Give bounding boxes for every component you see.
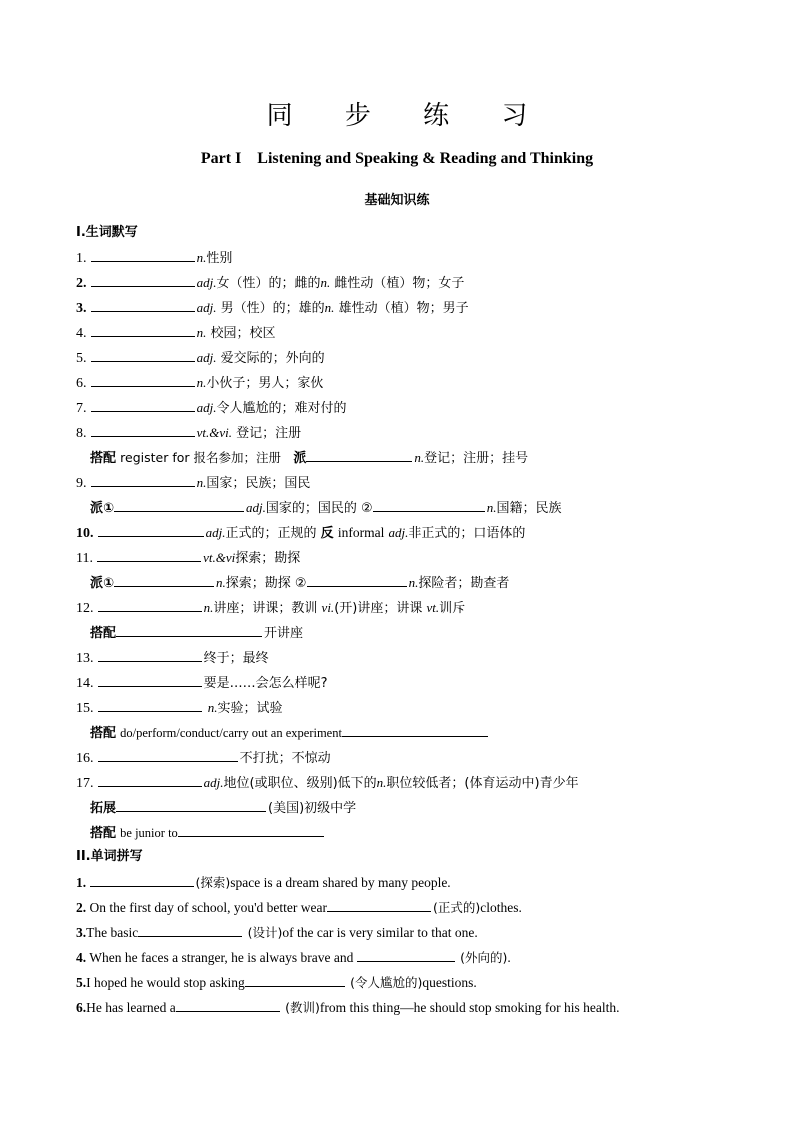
answer-blank[interactable] [91, 396, 195, 412]
vocab-item: 8. vt.&vi. 登记；注册 [76, 421, 754, 443]
answer-blank[interactable] [98, 771, 202, 787]
spelling-item: 5.I hoped he would stop asking (令人尴尬的)questions. [76, 971, 754, 993]
answer-blank[interactable] [98, 671, 202, 687]
answer-blank[interactable] [245, 971, 345, 987]
answer-blank[interactable] [98, 521, 204, 537]
collocation-line: 搭配 开讲座 [90, 621, 754, 643]
collocation-line: 搭配 register for 报名参加；注册 派 n.登记；注册；挂号 [90, 446, 754, 468]
page-title: 同 步 练 习 [266, 101, 550, 131]
answer-blank[interactable] [91, 421, 195, 437]
answer-blank[interactable] [98, 696, 202, 712]
answer-blank[interactable] [176, 996, 280, 1012]
vocab-item: 6. n.小伙子；男人；家伙 [76, 371, 754, 393]
collocation-line: 搭配 do/perform/conduct/carry out an experiment [90, 721, 754, 743]
vocab-item: 3. adj. 男（性）的；雄的n. 雄性动（植）物；男子 [76, 296, 754, 318]
vocab-item: 11. vt.&vi探索；勘探 [76, 546, 754, 568]
vocab-item: 13. 终于；最终 [76, 646, 754, 668]
part-title: Part I Listening and Speaking & Reading and Thinking [200, 150, 594, 167]
answer-blank[interactable] [98, 596, 202, 612]
answer-blank[interactable] [98, 746, 238, 762]
spelling-item: 2. On the first day of school, you'd better wear (正式的)clothes. [76, 896, 754, 918]
answer-blank[interactable] [114, 571, 214, 587]
answer-blank[interactable] [178, 821, 324, 837]
vocab-item: 1. n.性别 [76, 246, 754, 268]
answer-blank[interactable] [342, 721, 488, 737]
answer-blank[interactable] [91, 321, 195, 337]
answer-blank[interactable] [98, 646, 202, 662]
section-heading: II.单词拼写 [76, 849, 143, 864]
answer-blank[interactable] [114, 496, 244, 512]
vocab-item: 7. adj.令人尴尬的；难对付的 [76, 396, 754, 418]
spelling-item: 4. When he faces a stranger, he is always brave and (外向的). [76, 946, 754, 968]
spelling-item: 6.He has learned a (教训)from this thing—he should stop smoking for his health. [76, 996, 754, 1018]
vocab-item: 5. adj. 爱交际的；外向的 [76, 346, 754, 368]
answer-blank[interactable] [91, 371, 195, 387]
vocab-item: 4. n. 校园；校区 [76, 321, 754, 343]
answer-blank[interactable] [90, 871, 194, 887]
answer-blank[interactable] [97, 546, 201, 562]
spelling-item: 3.The basic (设计)of the car is very similar to that one. [76, 921, 754, 943]
answer-blank[interactable] [357, 946, 455, 962]
answer-blank[interactable] [91, 246, 195, 262]
vocab-item: 12. n.讲座；讲课；教训 vi.(开)讲座；讲课 vt.训斥 [76, 596, 754, 618]
answer-blank[interactable] [306, 446, 412, 462]
answer-blank[interactable] [91, 471, 195, 487]
vocab-item: 14. 要是……会怎么样呢? [76, 671, 754, 693]
collocation-line: 搭配 be junior to [90, 821, 754, 843]
answer-blank[interactable] [91, 296, 195, 312]
vocab-item: 2. adj.女（性）的；雌的n. 雌性动（植）物；女子 [76, 271, 754, 293]
derivative-line: 派① n.探索；勘探 ② n.探险者；勘查者 [90, 571, 754, 593]
answer-blank[interactable] [327, 896, 431, 912]
vocab-item: 16. 不打扰；不惊动 [76, 746, 754, 768]
spelling-item: 1. (探索)space is a dream shared by many people. [76, 871, 754, 893]
answer-blank[interactable] [116, 796, 266, 812]
extension-line: 拓展 (美国)初级中学 [90, 796, 754, 818]
answer-blank[interactable] [373, 496, 485, 512]
answer-blank[interactable] [91, 346, 195, 362]
vocab-item: 17. adj.地位(或职位、级别)低下的n.职位较低者；(体育运动中)青少年 [76, 771, 754, 793]
answer-blank[interactable] [307, 571, 407, 587]
answer-blank[interactable] [116, 621, 262, 637]
vocab-item: 10. adj.正式的；正规的 反 informal adj.非正式的；口语体的 [76, 521, 754, 543]
answer-blank[interactable] [138, 921, 242, 937]
derivative-line: 派① adj.国家的；国民的 ② n.国籍；民族 [90, 496, 754, 518]
vocab-item: 15. n.实验；试验 [76, 696, 754, 718]
answer-blank[interactable] [91, 271, 195, 287]
section-heading: I.生词默写 [76, 225, 138, 240]
section-subtitle: 基础知识练 [364, 193, 430, 208]
vocab-item: 9. n.国家；民族；国民 [76, 471, 754, 493]
